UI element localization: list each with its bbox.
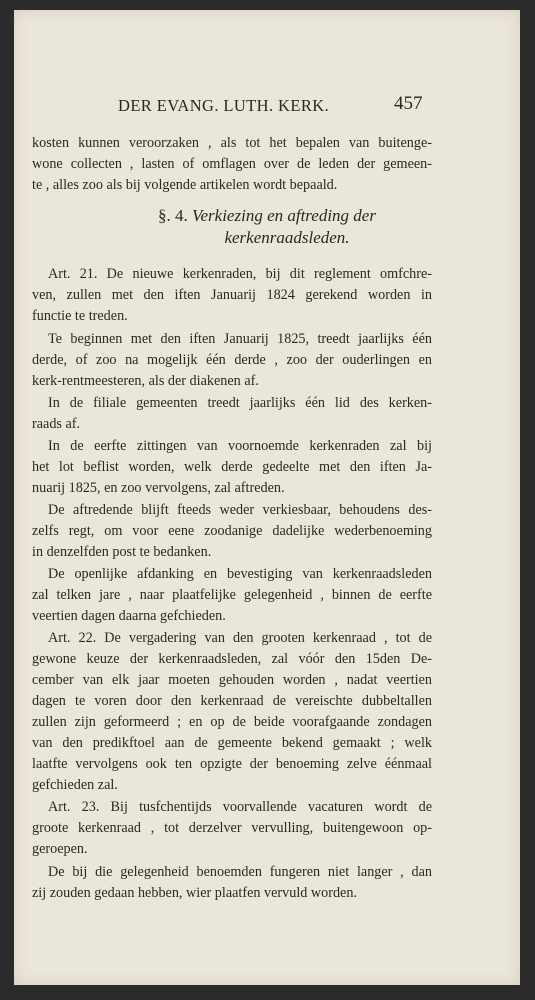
text-line: Art. 22. De vergadering van den grooten kerkenraad , tot de <box>48 630 432 646</box>
text-line: het lot beflist worden, welk derde gedeelte met den iften Ja- <box>32 459 432 475</box>
text-line: zullen zijn geformeerd ; en op de beide voorafgaande zondagen <box>32 714 432 730</box>
text-line: gewone keuze der kerkenraadsleden, zal vóór den 15den De- <box>32 651 432 667</box>
text-line: De bij die gelegenheid benoemden fungeren niet langer , dan <box>48 864 432 880</box>
text-line: kosten kunnen veroorzaken , als tot het bepalen van buitenge- <box>32 135 432 151</box>
text-line: laatfte vervolgens ook ten opzigte der benoeming zelve éénmaal <box>32 756 432 772</box>
page-number: 457 <box>394 93 423 114</box>
text-line: ven, zullen met den iften Januarij 1824 gerekend worden in <box>32 287 432 303</box>
text-line: De aftredende blijft fteeds weder verkiesbaar, behoudens des- <box>48 502 432 518</box>
text-line: Te beginnen met den iften Januarij 1825, treedt jaarlijks één <box>48 331 432 347</box>
text-line: De openlijke afdanking en bevestiging van kerkenraadsleden <box>48 566 432 582</box>
page-header <box>14 93 520 118</box>
section-number: §. 4. <box>158 206 188 225</box>
text-line: In de eerfte zittingen van voornoemde kerkenraden zal bij <box>48 438 432 454</box>
text-line: gefchieden zal. <box>32 777 118 793</box>
text-line: in denzelfden post te bedanken. <box>32 544 212 560</box>
text-line: Art. 23. Bij tusfchentijds voorvallende vacaturen wordt de <box>48 799 432 815</box>
text-line: nuarij 1825, en zoo vervolgens, zal aftreden. <box>32 480 285 496</box>
text-line: te , alles zoo als bij volgende artikelen wordt bepaald. <box>32 177 338 193</box>
text-line: wone collecten , lasten of omflagen over de leden der gemeen- <box>32 156 432 172</box>
running-title: DER EVANG. LUTH. KERK. <box>118 96 330 115</box>
text-line: van den predikftoel aan de gemeente bekend gemaakt ; welk <box>32 735 432 751</box>
text-line: derde, of zoo na mogelijk één derde , zoo der ouderlingen en <box>32 352 432 368</box>
text-line: veertien dagen daarna gefchieden. <box>32 608 226 624</box>
text-line: zij zouden gedaan hebben, wier plaatfen vervuld worden. <box>32 885 357 901</box>
section-title-line2: kerkenraadsleden. <box>224 228 350 247</box>
text-line: groote kerkenraad , tot derzelver vervulling, buitengewoon op- <box>32 820 432 836</box>
text-line: dagen te voren door den kerkenraad de vereischte dubbeltallen <box>32 693 432 709</box>
section-title-line1: Verkiezing en aftreding der <box>192 206 376 225</box>
text-line: functie te treden. <box>32 308 128 324</box>
text-line: cember van elk jaar moeten gehouden worden , nadat veertien <box>32 672 432 688</box>
text-line: zal telken jare , naar plaatfelijke gelegenheid , binnen de eerfte <box>32 587 432 603</box>
text-line: geroepen. <box>32 841 88 857</box>
book-page <box>14 10 520 985</box>
text-line: raads af. <box>32 416 81 432</box>
section-heading-line1 <box>14 206 520 226</box>
text-line: Art. 21. De nieuwe kerkenraden, bij dit reglement omfchre- <box>48 266 432 282</box>
text-line: In de filiale gemeenten treedt jaarlijks één lid des kerken- <box>48 395 432 411</box>
text-line: kerk-rentmeesteren, als der diakenen af. <box>32 373 259 389</box>
text-line: zelfs regt, om voor eene zoodanige dadelijke wederbenoeming <box>32 523 432 539</box>
